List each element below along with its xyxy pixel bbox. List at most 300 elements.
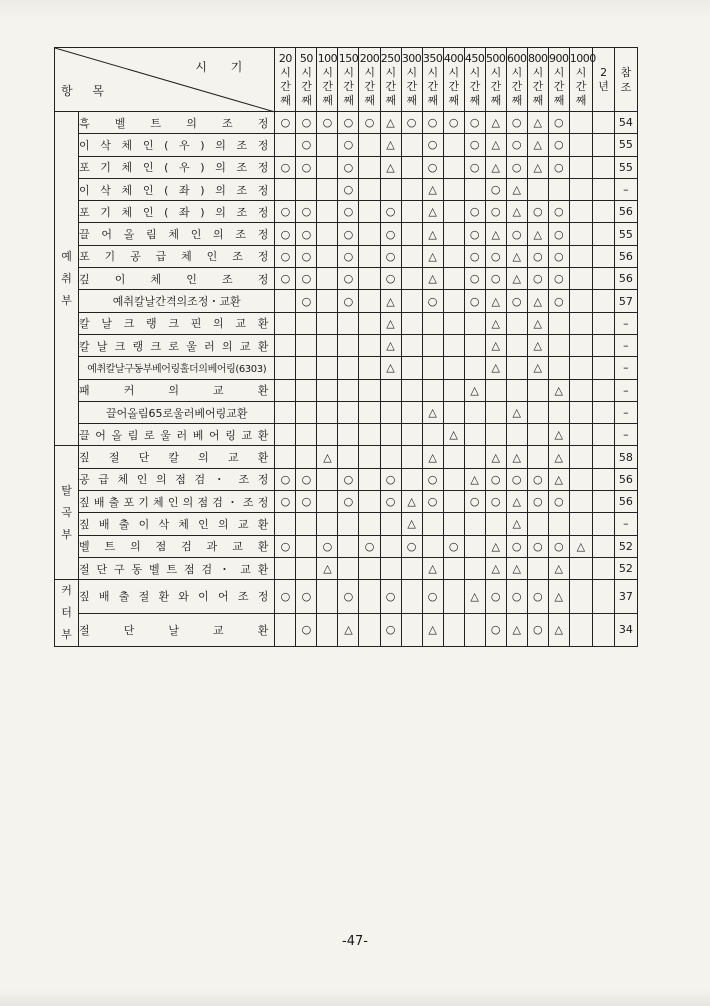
empty-cell: [506, 357, 527, 379]
check-circle-mark: ○: [548, 201, 569, 223]
empty-cell: [443, 134, 464, 156]
empty-cell: [592, 613, 614, 647]
item-axis-label: 항 목: [61, 84, 112, 98]
table-row: [55, 134, 638, 156]
table-row: [55, 334, 638, 356]
empty-cell: [359, 134, 380, 156]
empty-cell: [464, 357, 485, 379]
empty-cell: [317, 580, 338, 614]
check-circle-mark: ○: [296, 268, 317, 290]
check-circle-mark: ○: [380, 245, 401, 267]
empty-cell: [548, 357, 569, 379]
period-header-text: 째: [280, 93, 291, 107]
empty-cell: [296, 312, 317, 334]
empty-cell: [338, 513, 359, 535]
section-label-char: 부: [61, 293, 72, 307]
empty-cell: [317, 134, 338, 156]
period-header-text: 간: [575, 79, 586, 93]
check-circle-mark: ○: [338, 178, 359, 200]
check-circle-mark: ○: [548, 134, 569, 156]
period-header-text: 250: [380, 51, 401, 65]
empty-cell: [548, 513, 569, 535]
empty-cell: [338, 446, 359, 468]
empty-cell: [527, 557, 548, 579]
empty-cell: [569, 557, 592, 579]
table-row: [55, 178, 638, 200]
item-name: 짚 배 출 이 삭 체 인 의 교 환: [79, 513, 275, 535]
empty-cell: [296, 424, 317, 446]
reference-page: 37: [614, 580, 637, 614]
check-circle-mark: ○: [422, 290, 443, 312]
period-header-text: 째: [553, 93, 564, 107]
replace-triangle-mark: △: [485, 357, 506, 379]
check-circle-mark: ○: [338, 468, 359, 490]
empty-cell: [422, 357, 443, 379]
reference-page: 56: [614, 268, 637, 290]
section-label: [55, 112, 79, 446]
empty-cell: [401, 580, 422, 614]
period-header-text: 2: [600, 65, 607, 79]
empty-cell: [592, 334, 614, 356]
check-circle-mark: ○: [338, 156, 359, 178]
check-circle-mark: ○: [422, 491, 443, 513]
period-header-5: [380, 48, 401, 112]
empty-cell: [401, 245, 422, 267]
empty-cell: [338, 535, 359, 557]
table-row: [55, 580, 638, 614]
period-header-13: [548, 48, 569, 112]
empty-cell: [569, 134, 592, 156]
period-header-text: 300: [401, 51, 422, 65]
empty-cell: [275, 379, 296, 401]
header-corner-cell: [55, 48, 275, 112]
check-circle-mark: ○: [422, 580, 443, 614]
period-header-text: 500: [485, 51, 506, 65]
empty-cell: [548, 334, 569, 356]
empty-cell: [548, 178, 569, 200]
table-row: [55, 357, 638, 379]
empty-cell: [592, 379, 614, 401]
empty-cell: [401, 424, 422, 446]
item-name: 예취칼날구동부베어링홀더의베어링(6303): [79, 357, 275, 379]
check-circle-mark: ○: [548, 290, 569, 312]
empty-cell: [359, 513, 380, 535]
replace-triangle-mark: △: [380, 357, 401, 379]
check-circle-mark: ○: [548, 535, 569, 557]
period-header-text: 150: [338, 51, 359, 65]
period-header-text: 째: [575, 93, 586, 107]
table-row: [55, 201, 638, 223]
check-circle-mark: ○: [485, 613, 506, 647]
period-header-text: 간: [448, 79, 459, 93]
replace-triangle-mark: △: [506, 513, 527, 535]
period-header-1: [296, 48, 317, 112]
check-circle-mark: ○: [296, 112, 317, 134]
empty-cell: [317, 379, 338, 401]
empty-cell: [443, 379, 464, 401]
empty-cell: [275, 557, 296, 579]
replace-triangle-mark: △: [485, 535, 506, 557]
empty-cell: [317, 334, 338, 356]
check-circle-mark: ○: [380, 491, 401, 513]
check-circle-mark: ○: [527, 201, 548, 223]
replace-triangle-mark: △: [485, 134, 506, 156]
reference-header-text: 참: [620, 65, 632, 79]
empty-cell: [380, 535, 401, 557]
period-header-text: 800: [528, 51, 548, 65]
empty-cell: [401, 201, 422, 223]
empty-cell: [401, 312, 422, 334]
empty-cell: [443, 268, 464, 290]
period-header-text: 시: [532, 65, 543, 79]
check-circle-mark: ○: [380, 613, 401, 647]
empty-cell: [401, 357, 422, 379]
empty-cell: [296, 513, 317, 535]
check-circle-mark: ○: [296, 245, 317, 267]
empty-cell: [359, 268, 380, 290]
empty-cell: [422, 424, 443, 446]
replace-triangle-mark: △: [422, 245, 443, 267]
replace-triangle-mark: △: [506, 268, 527, 290]
empty-cell: [569, 580, 592, 614]
empty-cell: [443, 446, 464, 468]
check-circle-mark: ○: [422, 112, 443, 134]
empty-cell: [275, 446, 296, 468]
empty-cell: [317, 401, 338, 423]
period-header-text: 째: [469, 93, 480, 107]
check-circle-mark: ○: [296, 290, 317, 312]
period-header-14: [569, 48, 596, 112]
check-circle-mark: ○: [380, 268, 401, 290]
check-circle-mark: ○: [296, 223, 317, 245]
check-circle-mark: ○: [527, 268, 548, 290]
check-circle-mark: ○: [485, 268, 506, 290]
section-label: [55, 446, 79, 580]
check-circle-mark: ○: [275, 535, 296, 557]
check-circle-mark: ○: [506, 134, 527, 156]
check-circle-mark: ○: [296, 468, 317, 490]
empty-cell: [592, 134, 614, 156]
item-name: 칼 날 크 랭 크 핀 의 교 환: [79, 312, 275, 334]
period-header-text: 째: [322, 93, 333, 107]
check-circle-mark: ○: [317, 535, 338, 557]
check-circle-mark: ○: [275, 245, 296, 267]
replace-triangle-mark: △: [506, 446, 527, 468]
check-circle-mark: ○: [380, 201, 401, 223]
empty-cell: [401, 178, 422, 200]
period-header-text: 시: [343, 65, 354, 79]
check-circle-mark: ○: [464, 156, 485, 178]
check-circle-mark: ○: [548, 156, 569, 178]
empty-cell: [569, 268, 592, 290]
check-circle-mark: ○: [527, 613, 548, 647]
empty-cell: [317, 613, 338, 647]
check-circle-mark: ○: [338, 268, 359, 290]
empty-cell: [401, 134, 422, 156]
replace-triangle-mark: △: [422, 613, 443, 647]
replace-triangle-mark: △: [527, 223, 548, 245]
empty-cell: [443, 201, 464, 223]
empty-cell: [527, 513, 548, 535]
replace-triangle-mark: △: [548, 424, 569, 446]
reference-page: 56: [614, 491, 637, 513]
check-circle-mark: ○: [506, 223, 527, 245]
replace-triangle-mark: △: [464, 468, 485, 490]
empty-cell: [380, 446, 401, 468]
reference-page: –: [614, 312, 637, 334]
empty-cell: [359, 379, 380, 401]
replace-triangle-mark: △: [401, 513, 422, 535]
empty-cell: [569, 613, 592, 647]
empty-cell: [443, 245, 464, 267]
table-row: [55, 312, 638, 334]
empty-cell: [569, 357, 592, 379]
empty-cell: [380, 557, 401, 579]
empty-cell: [338, 312, 359, 334]
check-circle-mark: ○: [359, 112, 380, 134]
replace-triangle-mark: △: [464, 580, 485, 614]
period-header-text: 째: [532, 93, 543, 107]
check-circle-mark: ○: [527, 580, 548, 614]
replace-triangle-mark: △: [380, 312, 401, 334]
empty-cell: [338, 401, 359, 423]
replace-triangle-mark: △: [548, 446, 569, 468]
empty-cell: [443, 312, 464, 334]
replace-triangle-mark: △: [485, 290, 506, 312]
reference-page-header: [614, 48, 637, 112]
period-header-text: 간: [301, 79, 312, 93]
item-name: 끌 어 올 림 체 인 의 조 정: [79, 223, 275, 245]
period-header-text: 간: [469, 79, 480, 93]
period-header-text: 년: [598, 79, 609, 93]
empty-cell: [401, 268, 422, 290]
period-header-text: 450: [464, 51, 485, 65]
period-header-text: 간: [343, 79, 354, 93]
empty-cell: [317, 223, 338, 245]
replace-triangle-mark: △: [317, 446, 338, 468]
empty-cell: [569, 446, 592, 468]
empty-cell: [401, 156, 422, 178]
replace-triangle-mark: △: [506, 491, 527, 513]
empty-cell: [464, 401, 485, 423]
empty-cell: [443, 513, 464, 535]
period-header-6: [401, 48, 422, 112]
check-circle-mark: ○: [275, 112, 296, 134]
reference-page: 56: [614, 468, 637, 490]
empty-cell: [317, 156, 338, 178]
period-header-text: 시: [511, 65, 522, 79]
item-name: 예취칼날간격의조정・교환: [79, 290, 275, 312]
empty-cell: [443, 357, 464, 379]
empty-cell: [401, 223, 422, 245]
empty-cell: [275, 613, 296, 647]
section-label-char: 탈: [61, 483, 72, 497]
table-row: [55, 491, 638, 513]
replace-triangle-mark: △: [485, 557, 506, 579]
period-header-7: [422, 48, 443, 112]
check-circle-mark: ○: [338, 290, 359, 312]
empty-cell: [443, 156, 464, 178]
empty-cell: [401, 334, 422, 356]
empty-cell: [359, 290, 380, 312]
check-circle-mark: ○: [464, 134, 485, 156]
table-row: [55, 535, 638, 557]
period-header-text: 20: [278, 51, 292, 65]
empty-cell: [296, 446, 317, 468]
check-circle-mark: ○: [548, 245, 569, 267]
reference-page: 52: [614, 557, 637, 579]
period-header-text: 간: [322, 79, 333, 93]
replace-triangle-mark: △: [506, 245, 527, 267]
period-header-text: 600: [506, 51, 527, 65]
empty-cell: [359, 580, 380, 614]
replace-triangle-mark: △: [527, 357, 548, 379]
empty-cell: [485, 424, 506, 446]
empty-cell: [401, 613, 422, 647]
empty-cell: [338, 379, 359, 401]
replace-triangle-mark: △: [422, 401, 443, 423]
empty-cell: [527, 424, 548, 446]
item-name: 짚 배 출 포 기 체 인 의 점 검 ・ 조 정: [79, 491, 275, 513]
empty-cell: [296, 334, 317, 356]
empty-cell: [569, 223, 592, 245]
empty-cell: [527, 379, 548, 401]
empty-cell: [569, 379, 592, 401]
empty-cell: [592, 156, 614, 178]
replace-triangle-mark: △: [569, 535, 592, 557]
empty-cell: [422, 312, 443, 334]
period-header-text: 째: [364, 93, 375, 107]
period-header-text: 시: [301, 65, 312, 79]
replace-triangle-mark: △: [485, 446, 506, 468]
empty-cell: [296, 357, 317, 379]
check-circle-mark: ○: [506, 156, 527, 178]
period-header-text: 째: [385, 93, 396, 107]
item-name: 끌어올림65로울러베어링교환: [79, 401, 275, 423]
check-circle-mark: ○: [464, 201, 485, 223]
section-label-char: 터: [61, 606, 72, 620]
empty-cell: [464, 424, 485, 446]
reference-page: 57: [614, 290, 637, 312]
page-number: -47-: [342, 934, 368, 949]
check-circle-mark: ○: [464, 245, 485, 267]
period-header-text: 째: [490, 93, 501, 107]
reference-page: 54: [614, 112, 637, 134]
empty-cell: [443, 613, 464, 647]
section-label-char: 부: [61, 527, 72, 541]
table-row: [55, 112, 638, 134]
period-header-text: 째: [448, 93, 459, 107]
table-row: [55, 557, 638, 579]
table-row: [55, 290, 638, 312]
empty-cell: [359, 491, 380, 513]
check-circle-mark: ○: [296, 201, 317, 223]
period-header-text: 1000: [569, 51, 596, 65]
empty-cell: [401, 557, 422, 579]
header-row: [55, 48, 638, 112]
replace-triangle-mark: △: [527, 134, 548, 156]
reference-page: –: [614, 424, 637, 446]
check-circle-mark: ○: [485, 468, 506, 490]
period-header-text: 간: [532, 79, 543, 93]
period-header-0: [275, 48, 296, 112]
replace-triangle-mark: △: [485, 223, 506, 245]
empty-cell: [317, 513, 338, 535]
check-circle-mark: ○: [296, 580, 317, 614]
replace-triangle-mark: △: [527, 112, 548, 134]
period-header-text: 시: [490, 65, 501, 79]
replace-triangle-mark: △: [506, 613, 527, 647]
check-circle-mark: ○: [527, 491, 548, 513]
empty-cell: [401, 290, 422, 312]
empty-cell: [506, 424, 527, 446]
empty-cell: [506, 334, 527, 356]
empty-cell: [275, 424, 296, 446]
empty-cell: [443, 491, 464, 513]
item-name: 칼 날 크 랭 크 로 울 러 의 교 환: [79, 334, 275, 356]
check-circle-mark: ○: [506, 468, 527, 490]
empty-cell: [380, 401, 401, 423]
replace-triangle-mark: △: [548, 468, 569, 490]
empty-cell: [359, 557, 380, 579]
check-circle-mark: ○: [401, 112, 422, 134]
empty-cell: [592, 535, 614, 557]
replace-triangle-mark: △: [485, 312, 506, 334]
empty-cell: [443, 580, 464, 614]
reference-page: 52: [614, 535, 637, 557]
empty-cell: [422, 379, 443, 401]
reference-page: 34: [614, 613, 637, 647]
replace-triangle-mark: △: [527, 156, 548, 178]
empty-cell: [317, 178, 338, 200]
item-name: 이 삭 체 인 ( 좌 ) 의 조 정: [79, 178, 275, 200]
empty-cell: [443, 290, 464, 312]
replace-triangle-mark: △: [506, 557, 527, 579]
period-header-10: [485, 48, 506, 112]
empty-cell: [338, 357, 359, 379]
replace-triangle-mark: △: [485, 334, 506, 356]
empty-cell: [401, 468, 422, 490]
empty-cell: [317, 424, 338, 446]
table-row: [55, 379, 638, 401]
empty-cell: [422, 513, 443, 535]
period-header-text: 350: [422, 51, 443, 65]
empty-cell: [592, 201, 614, 223]
empty-cell: [569, 334, 592, 356]
replace-triangle-mark: △: [506, 178, 527, 200]
empty-cell: [443, 401, 464, 423]
empty-cell: [527, 401, 548, 423]
check-circle-mark: ○: [296, 134, 317, 156]
check-circle-mark: ○: [485, 178, 506, 200]
check-circle-mark: ○: [506, 112, 527, 134]
table-row: [55, 223, 638, 245]
period-header-text: 째: [406, 93, 417, 107]
replace-triangle-mark: △: [317, 557, 338, 579]
empty-cell: [443, 557, 464, 579]
section-label: [55, 580, 79, 647]
replace-triangle-mark: △: [422, 201, 443, 223]
empty-cell: [317, 468, 338, 490]
period-header-2: [317, 48, 338, 112]
reference-page: –: [614, 357, 637, 379]
check-circle-mark: ○: [338, 201, 359, 223]
check-circle-mark: ○: [317, 112, 338, 134]
empty-cell: [317, 491, 338, 513]
item-name: 깊 이 체 인 조 정: [79, 268, 275, 290]
reference-page: –: [614, 513, 637, 535]
empty-cell: [317, 357, 338, 379]
